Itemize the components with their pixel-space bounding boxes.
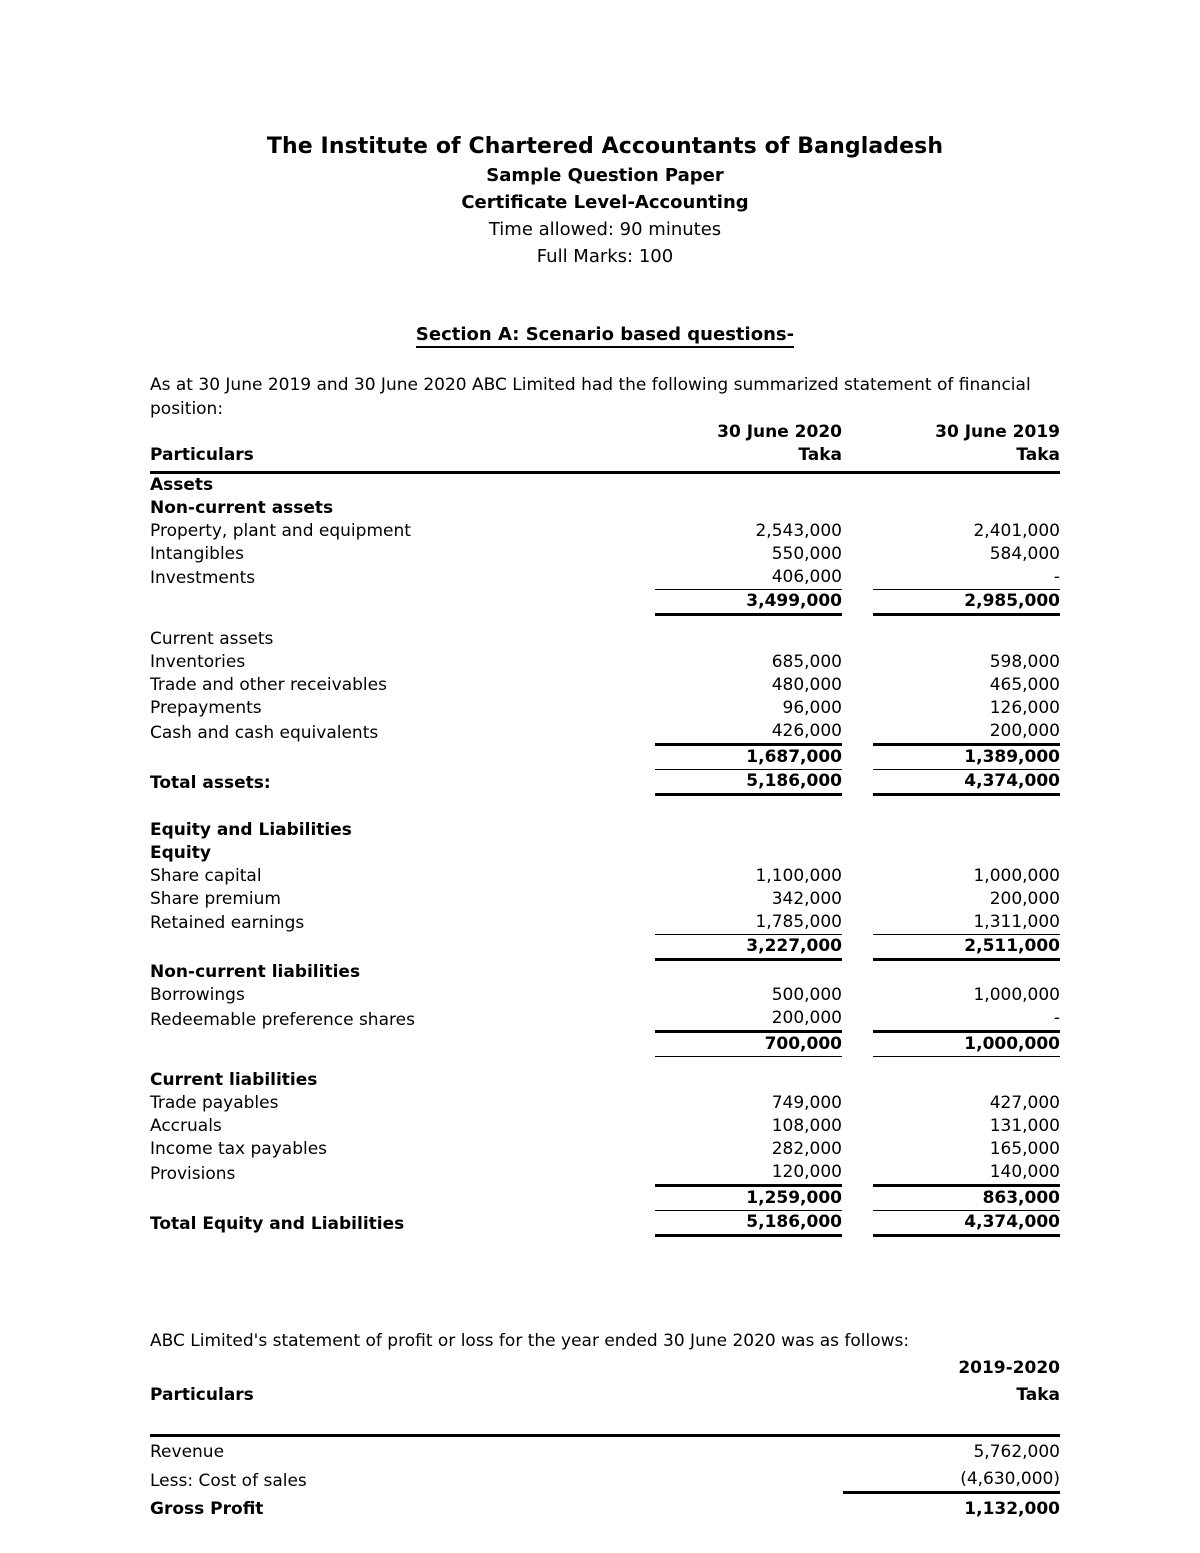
inventories-label: Inventories xyxy=(150,652,246,672)
table-row xyxy=(150,473,1060,498)
cash-2019: 200,000 xyxy=(873,720,1060,745)
institute-title: The Institute of Chartered Accountants of Bangladesh xyxy=(266,134,944,159)
investments-2020: 406,000 xyxy=(655,566,842,590)
income-tax-payables-2020: 282,000 xyxy=(771,1139,842,1159)
share-capital-2020: 1,100,000 xyxy=(755,866,842,886)
noncurrent-liabilities-total-2020: 700,000 xyxy=(655,1032,842,1057)
full-marks: Full Marks: 100 xyxy=(536,246,674,267)
table-header-dates-row xyxy=(150,421,1060,444)
redeemable-shares-2020: 200,000 xyxy=(655,1007,842,1032)
provisions-2019: 140,000 xyxy=(873,1161,1060,1186)
table-row xyxy=(150,819,1060,842)
spacer-row xyxy=(150,1057,1060,1070)
table-row xyxy=(150,520,1060,543)
cash-2020: 426,000 xyxy=(655,720,842,745)
gross-profit-label: Gross Profit xyxy=(150,1499,264,1519)
trade-payables-2020: 749,000 xyxy=(771,1093,842,1113)
noncurrent-assets-heading: Non-current assets xyxy=(150,498,334,518)
pl-header-particulars: Particulars xyxy=(150,1385,254,1405)
current-liabilities-total-2019: 863,000 xyxy=(873,1186,1060,1211)
table-row xyxy=(150,1092,1060,1115)
investments-label: Investments xyxy=(150,567,256,588)
noncurrent-assets-total-2020: 3,499,000 xyxy=(655,590,842,615)
table-subtotal-row xyxy=(150,745,1060,770)
trade-payables-label: Trade payables xyxy=(150,1093,279,1113)
cost-of-sales-label: Less: Cost of sales xyxy=(150,1470,307,1491)
intangibles-label: Intangibles xyxy=(150,544,244,564)
borrowings-2020: 500,000 xyxy=(771,985,842,1005)
section-gap xyxy=(150,1237,1060,1329)
accruals-label: Accruals xyxy=(150,1116,222,1136)
noncurrent-liabilities-heading: Non-current liabilities xyxy=(150,962,361,982)
redeemable-shares-label: Redeemable preference shares xyxy=(150,1009,415,1030)
total-equity-liabilities-label: Total Equity and Liabilities xyxy=(150,1213,405,1234)
total-equity-liabilities-2019: 4,374,000 xyxy=(873,1211,1060,1236)
redeemable-shares-2019: - xyxy=(873,1007,1060,1032)
provisions-2020: 120,000 xyxy=(655,1161,842,1186)
table-row xyxy=(150,566,1060,590)
pl-header-units-row xyxy=(150,1380,1060,1407)
table-total-row xyxy=(150,770,1060,795)
equity-heading: Equity xyxy=(150,843,211,863)
table-row xyxy=(150,1161,1060,1186)
retained-earnings-2019: 1,311,000 xyxy=(873,911,1060,935)
cash-label: Cash and cash equivalents xyxy=(150,722,379,743)
level-subtitle: Certificate Level-Accounting xyxy=(461,192,749,213)
prepayments-label: Prepayments xyxy=(150,698,262,718)
table-subtotal-row xyxy=(150,935,1060,960)
investments-2019: - xyxy=(873,566,1060,590)
table-row xyxy=(150,960,1060,985)
statement-of-profit-or-loss-table xyxy=(150,1353,1060,1521)
header-2019-date: 30 June 2019 xyxy=(935,422,1060,442)
gross-profit-value: 1,132,000 xyxy=(964,1499,1060,1519)
table-subtotal-row xyxy=(150,1186,1060,1211)
pl-header-unit: Taka xyxy=(1016,1385,1060,1405)
table-row xyxy=(150,1069,1060,1092)
trade-payables-2019: 427,000 xyxy=(989,1093,1060,1113)
statement-of-financial-position-table xyxy=(150,421,1060,1237)
intangibles-2020: 550,000 xyxy=(771,544,842,564)
sofp-intro-paragraph: As at 30 June 2019 and 30 June 2020 ABC Limited had the following summarized statement of financial position: xyxy=(150,375,1031,419)
ppe-2020: 2,543,000 xyxy=(755,521,842,541)
table-row xyxy=(150,720,1060,745)
current-liabilities-heading: Current liabilities xyxy=(150,1070,318,1090)
table-row xyxy=(150,888,1060,911)
table-subtotal-row xyxy=(150,1032,1060,1057)
equity-total-2020: 3,227,000 xyxy=(655,935,842,960)
table-row xyxy=(150,497,1060,520)
table-row xyxy=(150,697,1060,720)
table-total-row xyxy=(150,1211,1060,1236)
table-row xyxy=(150,1007,1060,1032)
current-liabilities-total-2020: 1,259,000 xyxy=(655,1186,842,1211)
retained-earnings-2020: 1,785,000 xyxy=(655,911,842,935)
accruals-2020: 108,000 xyxy=(771,1116,842,1136)
total-assets-label: Total assets: xyxy=(150,772,271,793)
receivables-2020: 480,000 xyxy=(771,675,842,695)
provisions-label: Provisions xyxy=(150,1163,236,1184)
accruals-2019: 131,000 xyxy=(989,1116,1060,1136)
income-tax-payables-2019: 165,000 xyxy=(989,1139,1060,1159)
header-2019-unit: Taka xyxy=(1016,445,1060,465)
equity-liabilities-heading: Equity and Liabilities xyxy=(150,820,352,840)
table-row xyxy=(150,842,1060,865)
header-particulars: Particulars xyxy=(150,445,254,465)
total-equity-liabilities-2020: 5,186,000 xyxy=(655,1211,842,1236)
current-assets-total-2019: 1,389,000 xyxy=(873,745,1060,770)
pl-header-period-row xyxy=(150,1353,1060,1380)
inventories-2020: 685,000 xyxy=(771,652,842,672)
noncurrent-liabilities-total-2019: 1,000,000 xyxy=(873,1032,1060,1057)
table-row xyxy=(150,1115,1060,1138)
ppe-label: Property, plant and equipment xyxy=(150,521,411,541)
pl-intro-paragraph: ABC Limited's statement of profit or loss for the year ended 30 June 2020 was as follows: xyxy=(150,1331,910,1351)
share-premium-label: Share premium xyxy=(150,889,281,909)
section-a-heading xyxy=(150,324,1060,345)
time-allowed: Time allowed: 90 minutes xyxy=(488,219,722,240)
table-row xyxy=(150,674,1060,697)
ppe-2019: 2,401,000 xyxy=(973,521,1060,541)
table-row xyxy=(150,865,1060,888)
current-assets-total-2020: 1,687,000 xyxy=(655,745,842,770)
share-premium-2020: 342,000 xyxy=(771,889,842,909)
table-row xyxy=(150,1436,1060,1465)
equity-total-2019: 2,511,000 xyxy=(873,935,1060,960)
table-total-row xyxy=(150,1493,1060,1522)
table-row xyxy=(150,543,1060,566)
income-tax-payables-label: Income tax payables xyxy=(150,1139,328,1159)
table-row xyxy=(150,911,1060,935)
retained-earnings-label: Retained earnings xyxy=(150,912,305,933)
pl-header-rule xyxy=(150,1407,1060,1436)
table-row xyxy=(150,628,1060,651)
receivables-2019: 465,000 xyxy=(989,675,1060,695)
table-header-units-row xyxy=(150,444,1060,467)
receivables-label: Trade and other receivables xyxy=(150,675,387,695)
paper-subtitle: Sample Question Paper xyxy=(486,165,724,186)
pl-header-period: 2019-2020 xyxy=(958,1358,1060,1378)
spacer-row xyxy=(150,795,1060,820)
table-row xyxy=(150,984,1060,1007)
borrowings-label: Borrowings xyxy=(150,985,245,1005)
share-capital-2019: 1,000,000 xyxy=(973,866,1060,886)
borrowings-2019: 1,000,000 xyxy=(973,985,1060,1005)
intangibles-2019: 584,000 xyxy=(989,544,1060,564)
header-2020-date: 30 June 2020 xyxy=(717,422,842,442)
spacer-row xyxy=(150,615,1060,629)
cost-of-sales-value: (4,630,000) xyxy=(843,1464,1060,1493)
section-a-heading-text: Section A: Scenario based questions- xyxy=(416,324,794,348)
current-assets-heading: Current assets xyxy=(150,629,274,649)
revenue-value: 5,762,000 xyxy=(973,1442,1060,1462)
total-assets-2020: 5,186,000 xyxy=(655,770,842,795)
page-content xyxy=(150,132,1060,1521)
table-row xyxy=(150,651,1060,674)
share-premium-2019: 200,000 xyxy=(989,889,1060,909)
total-assets-2019: 4,374,000 xyxy=(873,770,1060,795)
inventories-2019: 598,000 xyxy=(989,652,1060,672)
prepayments-2019: 126,000 xyxy=(989,698,1060,718)
table-row xyxy=(150,1464,1060,1493)
document-header xyxy=(150,132,1060,270)
share-capital-label: Share capital xyxy=(150,866,262,886)
noncurrent-assets-total-2019: 2,985,000 xyxy=(873,590,1060,615)
assets-heading: Assets xyxy=(150,475,214,495)
prepayments-2020: 96,000 xyxy=(782,698,842,718)
revenue-label: Revenue xyxy=(150,1442,225,1462)
table-row xyxy=(150,1138,1060,1161)
table-subtotal-row xyxy=(150,590,1060,615)
header-2020-unit: Taka xyxy=(798,445,842,465)
